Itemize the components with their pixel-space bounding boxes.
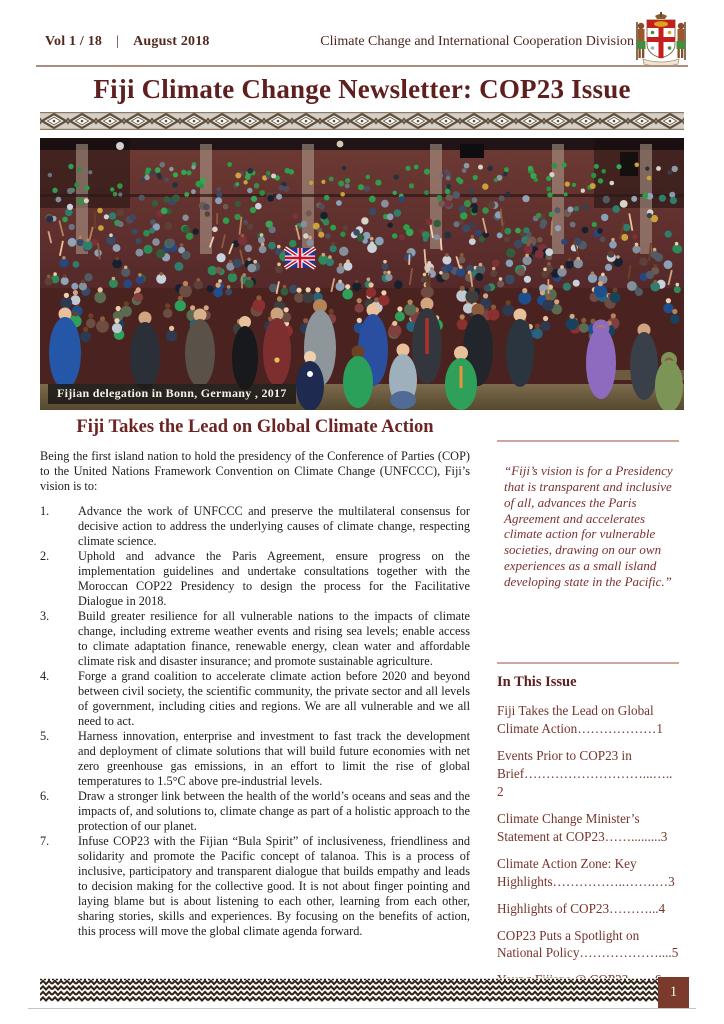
item-number: 4. [40, 669, 50, 683]
in-this-issue-heading: In This Issue [497, 674, 577, 690]
header-divider [36, 65, 688, 67]
item-text: Draw a stronger link between the health of the world’s oceans and seas and the impacts of, and solutions to, climate change as part of a holistic approach to the protection of our planet. [78, 789, 470, 833]
fiji-coat-of-arms-icon [631, 12, 691, 68]
bottom-rule [28, 1008, 696, 1009]
vision-list-item [40, 834, 470, 939]
item-text: Infuse COP23 with the Fijian “Bula Spirit” of inclusiveness, friendliness and solidarity and promote the Pacific concept of talanoa. This is a process of inclusive, participatory and transparent dialogue that builds empathy and leads to decision making for the collective good. It is not about finger pointing and laying blame but is about listening to each other, learning from each other, sharing stories, skills and experiences. By focusing on the benefits of action, this process will move the global climate agenda forward. [78, 834, 470, 938]
item-text: Harness innovation, enterprise and investment to fast track the development and deployment of climate solutions that will build future economies with net zero greenhouse gas emissions, in an effort to limit the rise of global temperatures to 1.5°C above pre-industrial levels. [78, 729, 470, 788]
article-body [40, 449, 470, 939]
item-number: 3. [40, 609, 50, 623]
separator: | [116, 34, 120, 49]
item-text: Forge a grand coalition to accelerate climate action before 2020 and beyond between civil society, the scientific community, the private sector and all levels of government, including cities and regions. We are all vulnerable and we all need to act. [78, 669, 470, 728]
delegation-photo [40, 138, 684, 410]
item-number: 6. [40, 789, 50, 803]
date-label: August 2018 [133, 34, 210, 49]
right-warrior [677, 22, 686, 60]
in-this-issue [497, 674, 679, 998]
vision-list-item [40, 504, 470, 549]
toc-item: Events Prior to COP23 in Brief………………………...…..2 [497, 747, 673, 799]
pull-quote: “Fiji’s vision is for a Presidency that is transparent and inclusive of all, advances the Paris Agreement and accelerates climate action for vulnerable societies, drawing on our own experiences as a small island developing state in the Pacific.” [504, 463, 673, 590]
item-number: 2. [40, 549, 50, 563]
toc-item: Climate Action Zone: Key Highlights……………..…….…3 [497, 855, 675, 889]
article-intro: Being the first island nation to hold the presidency of the Conference of Parties (COP) to the United Nations Framework Convention on Climate Change (UNFCCC), Fiji’s vision is to: [40, 449, 470, 493]
item-number: 5. [40, 729, 50, 743]
uk-flag-icon [285, 248, 315, 268]
footer-zigzag-divider [40, 978, 658, 1002]
division-title: Climate Change and International Cooperation Division [320, 34, 634, 49]
vision-list-item [40, 729, 470, 789]
page-number: 1 [658, 977, 689, 1008]
vision-list-item [40, 789, 470, 834]
toc-item: Fiji Takes the Lead on Global Climate Action………………1 [497, 703, 663, 736]
item-text: Uphold and advance the Paris Agreement, ensure progress on the implementation guidelines and undertake consultations together with the Moroccan COP22 Presidency to design the process for the Facilitative Dialogue in 2018. [78, 549, 470, 608]
toc-item: Highlights of COP23………...4 [497, 900, 666, 916]
volume-label: Vol 1 / 18 [45, 34, 103, 49]
photo-caption: Fijian delegation in Bonn, Germany , 2017 [48, 384, 296, 404]
item-text: Advance the work of UNFCCC and preserve the multilateral consensus for decisive action to address the underlying causes of climate change, respecting climate science. [78, 504, 470, 548]
item-number: 7. [40, 834, 50, 848]
toc-item: COP23 Puts a Spotlight on National Policy………………....5 [497, 927, 679, 961]
vision-list-item [40, 549, 470, 609]
vision-list-item [40, 669, 470, 729]
toc-item: Climate Change Minister’s Statement at COP23…….........3 [497, 810, 668, 844]
left-warrior [637, 22, 646, 60]
item-number: 1. [40, 504, 50, 518]
pull-quote-block [497, 440, 679, 664]
article-heading: Fiji Takes the Lead on Global Climate Action [76, 417, 434, 437]
vision-list-item [40, 609, 470, 669]
newsletter-title: Fiji Climate Change Newsletter: COP23 Issue [93, 74, 631, 104]
volume-date [45, 34, 210, 50]
item-text: Build greater resilience for all vulnerable nations to the impacts of climate change, including extreme weather events and rising sea levels; enable access to climate adaptation finance, renewable energy, clean water and affordable climate risk and disaster insurance; and promote sustainable agriculture. [78, 609, 470, 668]
tapa-pattern-divider [40, 112, 684, 130]
